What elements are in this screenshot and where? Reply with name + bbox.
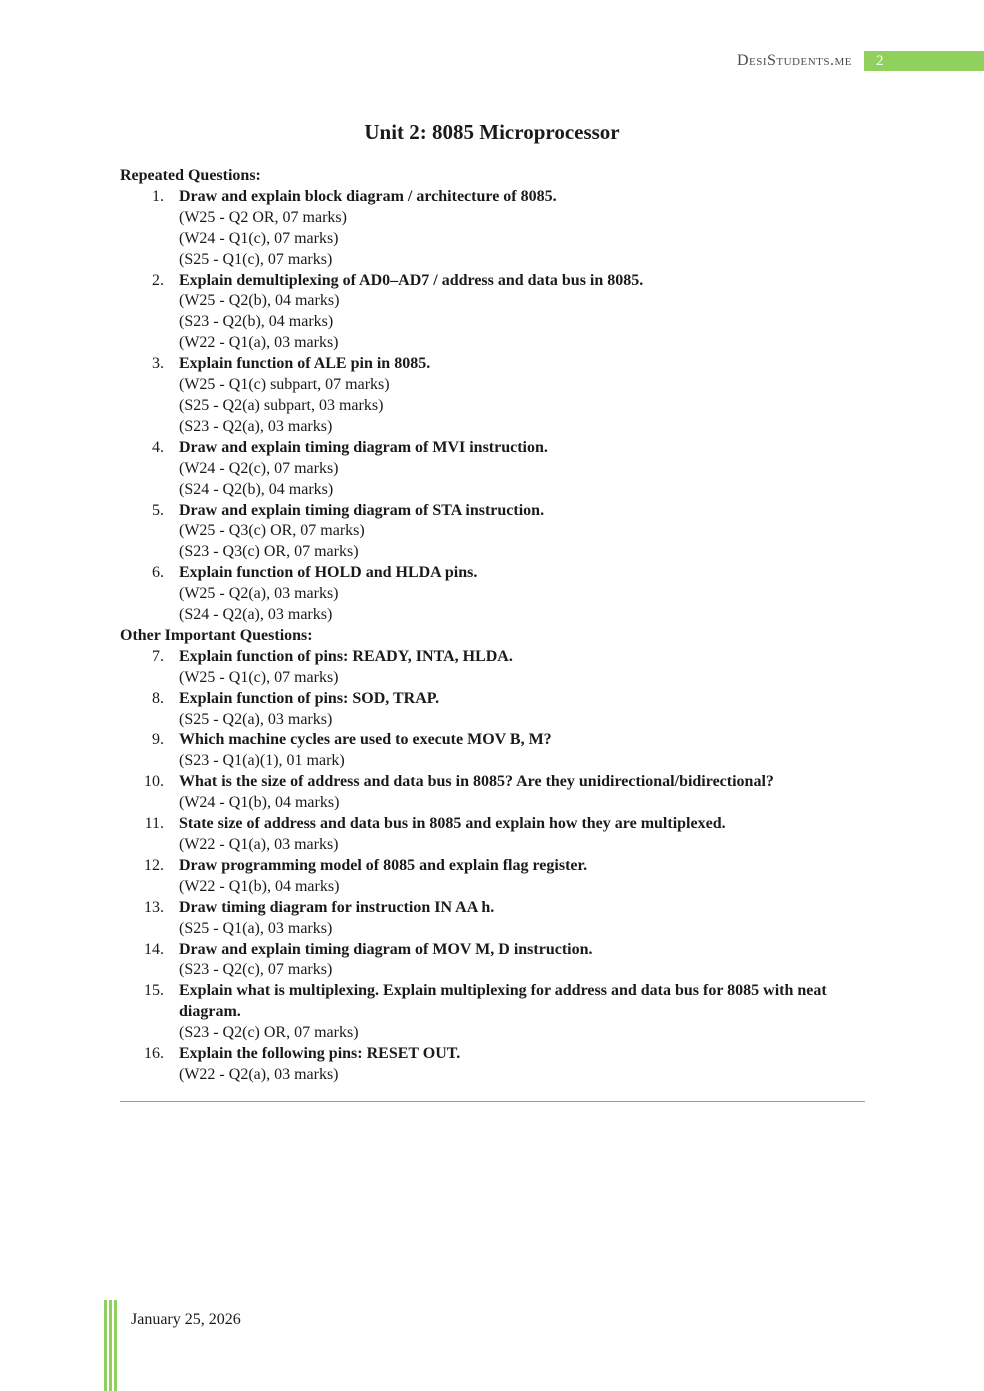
question-number: 16. [144,1045,164,1063]
exam-reference: (S23 - Q2(c) OR, 07 marks) [179,1024,359,1042]
question-number: 2. [152,271,164,289]
question-item [120,814,868,856]
exam-reference: (S25 - Q1(a), 03 marks) [179,919,333,937]
exam-reference: (S24 - Q2(b), 04 marks) [179,480,334,498]
exam-reference: (S23 - Q1(a)(1), 01 mark) [179,752,345,770]
footer-bar [104,1300,107,1391]
exam-reference: (W24 - Q1(c), 07 marks) [179,229,339,247]
exam-reference: (W22 - Q1(a), 03 marks) [179,334,339,352]
question-text: Which machine cycles are used to execute MOV B, M? [179,731,552,749]
question-number: 12. [144,856,164,874]
footer-bar [114,1300,117,1391]
question-text: State size of address and data bus in 8085 and explain how they are multiplexed. [179,815,726,833]
question-item [120,563,868,626]
question-text: Explain function of ALE pin in 8085. [179,355,431,373]
question-item [120,898,868,940]
footer-date: January 25, 2026 [131,1311,241,1328]
exam-reference: (W22 - Q2(a), 03 marks) [179,1065,339,1083]
question-number: 13. [144,898,164,916]
question-number: 14. [144,940,164,958]
footer-accent-bars [104,1300,118,1391]
site-name: DesiStudents.me [736,52,852,69]
question-number: 4. [152,438,164,456]
question-text: Draw timing diagram for instruction IN AA h. [179,898,495,916]
question-number: 1. [152,187,164,205]
question-number: 7. [152,647,164,665]
exam-reference: (W25 - Q1(c), 07 marks) [179,668,339,686]
question-item [120,438,868,501]
question-number: 8. [152,689,164,707]
question-item [120,354,868,438]
question-item [120,647,868,689]
question-item [120,1044,868,1086]
question-text: What is the size of address and data bus in 8085? Are they unidirectional/bidirectional? [179,773,774,791]
question-number: 11. [144,815,164,833]
question-text: Explain the following pins: RESET OUT. [179,1045,461,1063]
exam-reference: (W22 - Q1(b), 04 marks) [179,877,340,895]
footer-bar [109,1300,112,1391]
question-text: Draw and explain block diagram / architecture of 8085. [179,187,557,205]
section-heading: Repeated Questions: [120,167,261,184]
question-text: Explain function of pins: SOD, TRAP. [179,689,440,707]
page-number: 2 [864,51,984,71]
question-number: 15. [144,982,164,1000]
section-heading: Other Important Questions: [120,626,313,644]
exam-reference: (S23 - Q2(a), 03 marks) [179,417,333,435]
question-text: Explain what is multiplexing. Explain multiplexing for address and data bus for 8085 with neat diagram. [179,982,827,1021]
exam-reference: (W25 - Q2(b), 04 marks) [179,292,340,310]
question-list [120,166,868,1086]
exam-reference: (S25 - Q2(a) subpart, 03 marks) [179,396,384,414]
exam-reference: (W25 - Q1(c) subpart, 07 marks) [179,376,390,394]
question-text: Explain demultiplexing of AD0–AD7 / address and data bus in 8085. [179,271,644,289]
question-item [120,730,868,772]
question-text: Draw programming model of 8085 and explain flag register. [179,856,588,874]
exam-reference: (W25 - Q2(a), 03 marks) [179,585,339,603]
question-item [120,981,868,1044]
question-text: Draw and explain timing diagram of MVI instruction. [179,438,548,456]
exam-reference: (W25 - Q3(c) OR, 07 marks) [179,522,365,540]
exam-reference: (S23 - Q2(c), 07 marks) [179,961,333,979]
question-text: Explain function of HOLD and HLDA pins. [179,564,478,582]
exam-reference: (W22 - Q1(a), 03 marks) [179,836,339,853]
question-text: Explain function of pins: READY, INTA, HLDA. [179,647,513,665]
horizontal-rule [120,1101,865,1102]
question-text: Draw and explain timing diagram of STA instruction. [179,501,545,519]
question-number: 3. [152,355,164,373]
question-item [120,940,868,982]
question-text: Draw and explain timing diagram of MOV M, D instruction. [179,940,593,958]
page-header [737,50,984,72]
exam-reference: (S23 - Q3(c) OR, 07 marks) [179,543,359,561]
exam-reference: (S25 - Q1(c), 07 marks) [179,250,333,268]
exam-reference: (W24 - Q2(c), 07 marks) [179,459,339,477]
exam-reference: (S23 - Q2(b), 04 marks) [179,313,334,331]
question-item [120,271,868,355]
document-title: Unit 2: 8085 Microprocessor [364,120,620,144]
exam-reference: (W24 - Q1(b), 04 marks) [179,794,340,812]
exam-reference: (S25 - Q2(a), 03 marks) [179,710,333,728]
question-item [120,187,868,271]
exam-reference: (S24 - Q2(a), 03 marks) [179,606,333,624]
question-number: 9. [152,731,164,749]
question-item [120,856,868,898]
question-number: 6. [152,564,164,582]
question-item [120,772,868,814]
question-number: 10. [144,773,164,791]
question-number: 5. [152,501,164,519]
question-item [120,689,868,731]
question-item [120,501,868,564]
exam-reference: (W25 - Q2 OR, 07 marks) [179,208,347,226]
